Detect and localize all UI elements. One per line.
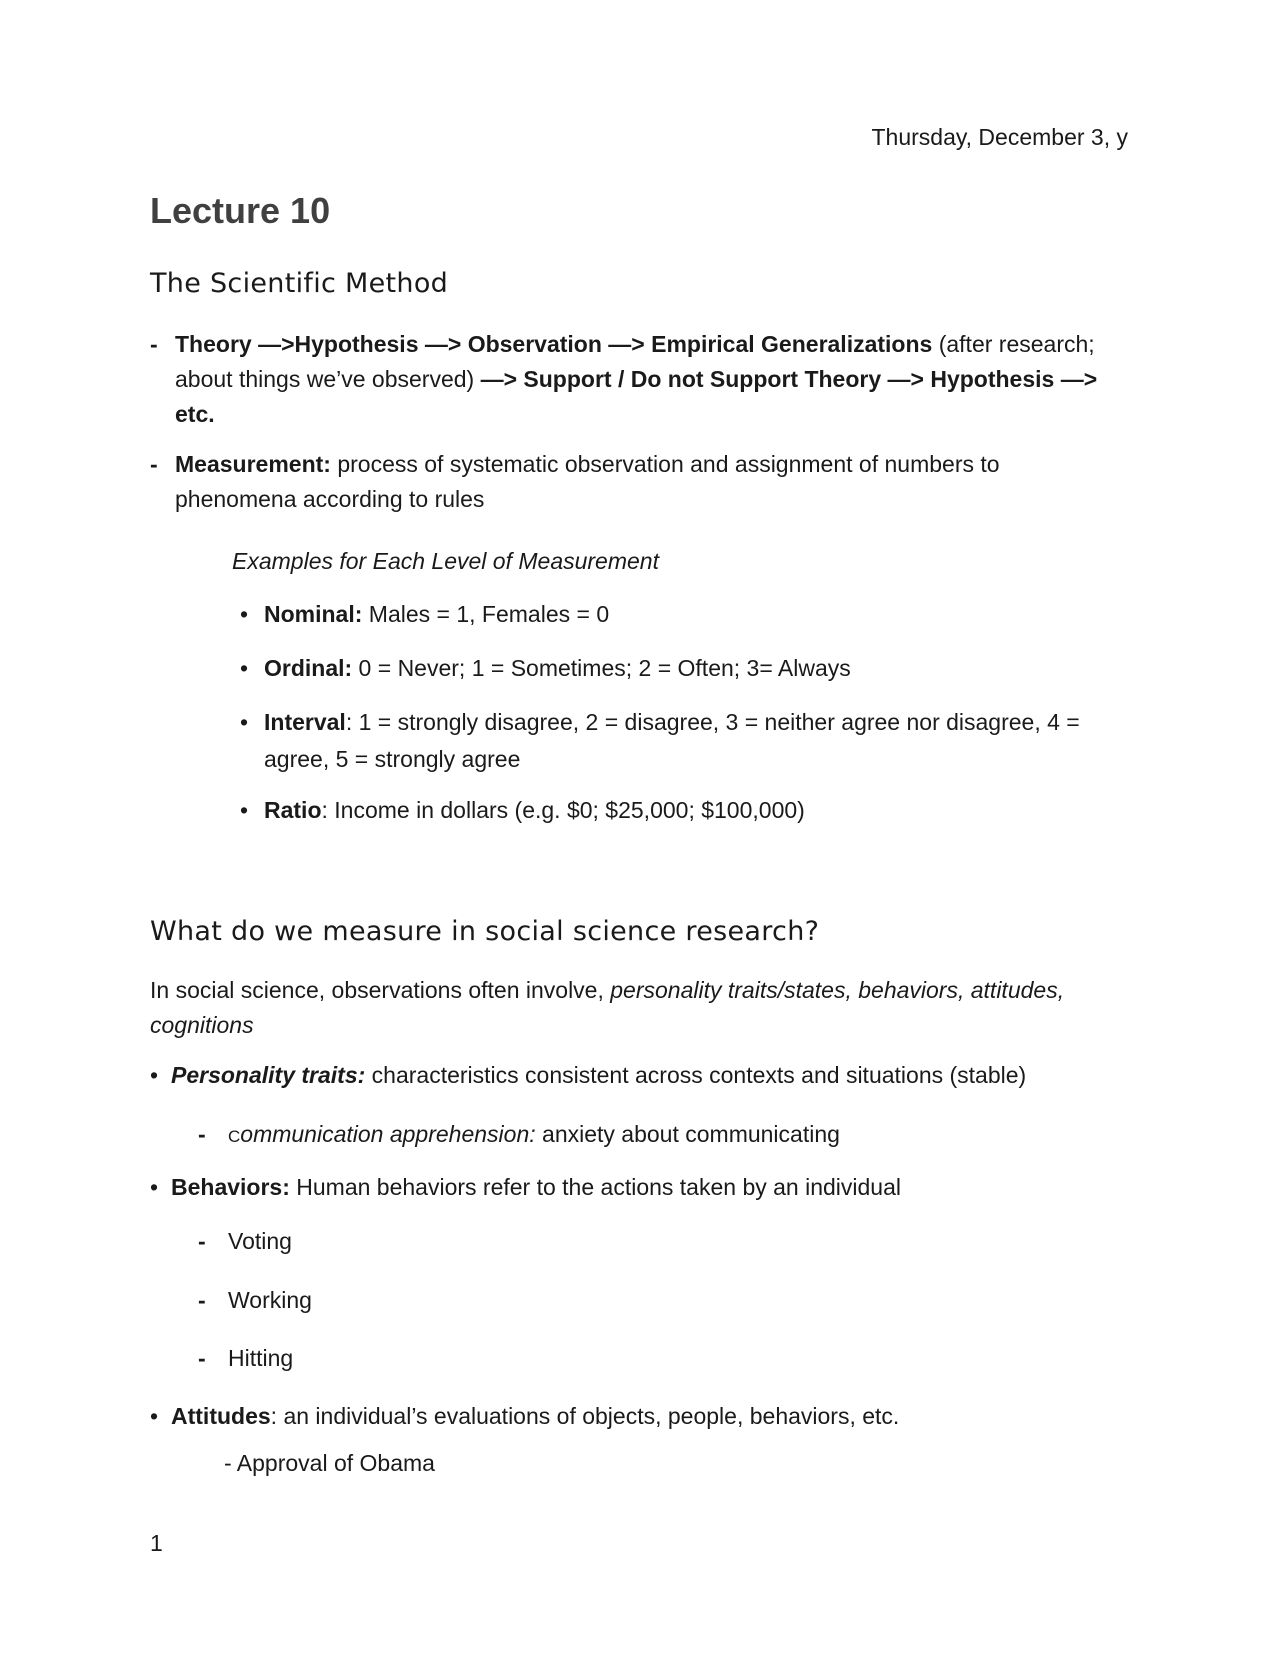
bullet-marker: • [150, 1062, 159, 1088]
bullet-marker: • [240, 797, 249, 823]
behavior-example-label: Voting [228, 1228, 292, 1254]
dash-marker: - [198, 1345, 206, 1371]
behavior-example-label: Working [228, 1287, 312, 1313]
intro-italic: personality traits/states, behaviors, attitudes, cognitions [150, 977, 1065, 1038]
theory-item [150, 327, 1110, 432]
level-text: : 1 = strongly disagree, 2 = disagree, 3 = neither agree nor disagree, 4 = agree, 5 = strongly agree [264, 709, 1080, 772]
behavior-example-hitting [198, 1341, 293, 1376]
level-interval [240, 704, 1120, 778]
examples-heading: Examples for Each Level of Measurement [232, 548, 659, 574]
attitude-example: - Approval of Obama [224, 1450, 435, 1476]
attitudes-term: Attitudes [171, 1403, 271, 1429]
bullet-marker: • [240, 601, 249, 627]
personality-term: Personality traits: [171, 1062, 366, 1088]
behavior-example-voting [198, 1224, 292, 1259]
header-date: Thursday, December 3, y [871, 124, 1128, 150]
level-text: Males = 1, Females = 0 [362, 601, 610, 627]
level-term: Ordinal: [264, 655, 353, 681]
level-text: : Income in dollars (e.g. $0; $25,000; $100,000) [321, 797, 805, 823]
theory-text [175, 327, 1110, 432]
dash-marker: - [198, 1287, 206, 1313]
page-title: Lecture 10 [150, 190, 331, 231]
personality-traits-item [150, 1058, 1110, 1093]
behaviors-text: Human behaviors refer to the actions taken by an individual [289, 1174, 902, 1200]
dash-marker: - [198, 1121, 206, 1147]
measurement-item [150, 447, 1110, 517]
behaviors-term: Behaviors: [171, 1174, 290, 1200]
level-text: 0 = Never; 1 = Sometimes; 2 = Often; 3= Always [352, 655, 851, 681]
behaviors-item [150, 1170, 1110, 1205]
theory-term: Theory [175, 331, 252, 357]
level-ordinal [240, 650, 1120, 687]
bullet-marker: • [150, 1174, 159, 1200]
level-term: Ratio [264, 797, 322, 823]
page-number: 1 [150, 1530, 163, 1556]
theory-chain-2: —> Support / Do not Support Theory —> Hypothesis —> etc. [175, 366, 1098, 427]
section-heading-scientific-method: The Scientific Method [150, 268, 449, 299]
example-term: ommunication apprehension: [240, 1121, 536, 1147]
intro-paragraph [150, 973, 1110, 1043]
example-initial: C [228, 1127, 241, 1146]
level-term: Nominal: [264, 601, 363, 627]
measurement-term: Measurement: [175, 451, 331, 477]
dash-marker: - [150, 331, 158, 357]
level-term: Interval [264, 709, 346, 735]
behavior-example-label: Hitting [228, 1345, 294, 1371]
behavior-example-working [198, 1283, 312, 1318]
level-ratio [240, 792, 1120, 829]
personality-text: characteristics consistent across contexts and situations (stable) [365, 1062, 1027, 1088]
theory-note: (after research; about things we’ve observed) [175, 331, 1095, 392]
bullet-marker: • [240, 655, 249, 681]
bullet-marker: • [150, 1403, 159, 1429]
theory-chain-1: —>Hypothesis —> Observation —> Empirical Generalizations [251, 331, 933, 357]
attitudes-text: : an individual’s evaluations of objects, people, behaviors, etc. [270, 1403, 900, 1429]
bullet-marker: • [240, 709, 249, 735]
dash-marker: - [198, 1228, 206, 1254]
section-heading-what-we-measure: What do we measure in social science research? [150, 916, 820, 947]
measurement-definition: process of systematic observation and assignment of numbers to phenomena according to rules [175, 451, 1000, 512]
attitudes-item [150, 1399, 1110, 1434]
example-text: anxiety about communicating [535, 1121, 840, 1147]
level-nominal [240, 596, 1120, 633]
dash-marker: - [150, 451, 158, 477]
measurement-text [175, 447, 1110, 517]
communication-apprehension-item [198, 1117, 840, 1154]
intro-text: In social science, observations often involve, [150, 977, 611, 1003]
